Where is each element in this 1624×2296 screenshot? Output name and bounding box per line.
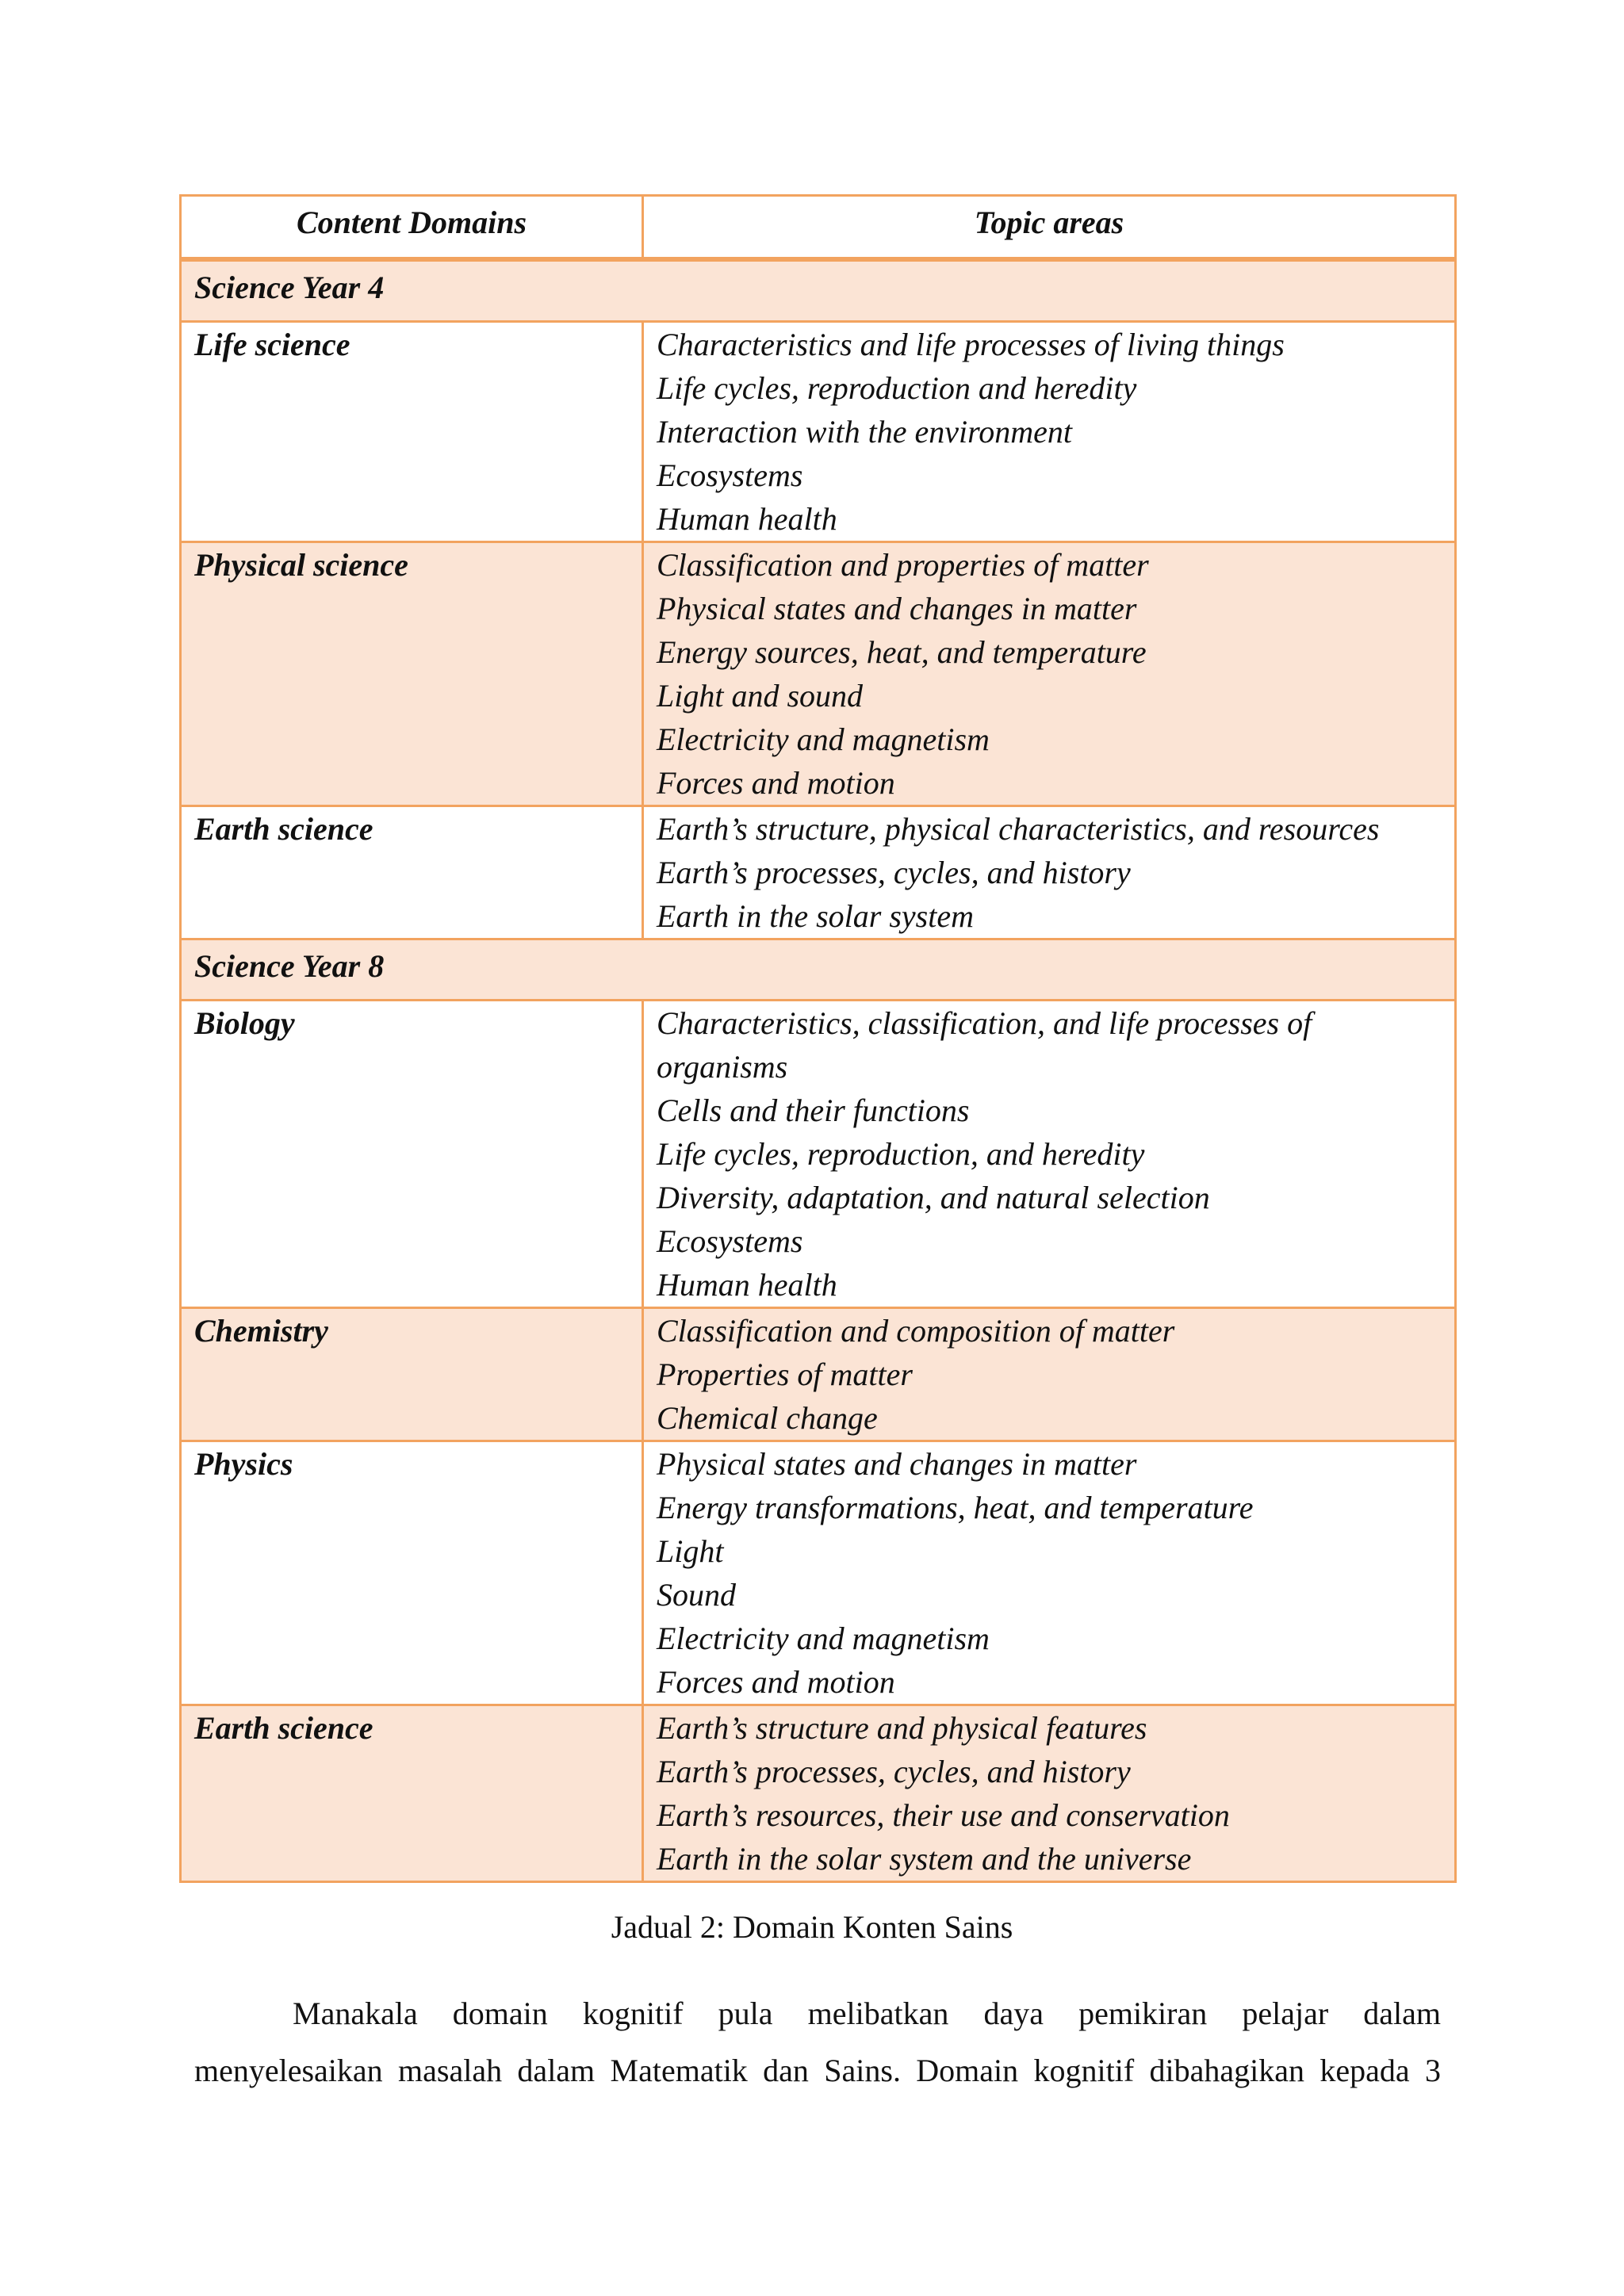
topic-item: Characteristics, classification, and life processes of organisms xyxy=(657,1005,1312,1085)
topic-item: Electricity and magnetism xyxy=(657,721,990,757)
topic-item: Light and sound xyxy=(657,678,864,714)
topic-item: Interaction with the environment xyxy=(657,414,1072,450)
paragraph-line: menyelesaikan masalah dalam Matematik dan Sains. Domain kognitif dibahagikan kepada 3 xyxy=(194,2053,1441,2088)
topic-item: Ecosystems xyxy=(657,457,803,493)
domain-cell: Life science xyxy=(181,322,643,542)
section-title: Science Year 4 xyxy=(181,259,1456,322)
topic-item: Physical states and changes in matter xyxy=(657,591,1137,626)
topic-item: Forces and motion xyxy=(657,765,895,801)
topic-item: Human health xyxy=(657,501,837,537)
topic-item: Cells and their functions xyxy=(657,1093,970,1128)
content-domains-table xyxy=(179,194,1457,1883)
body-paragraph xyxy=(194,1985,1441,2099)
table-row xyxy=(181,1705,1456,1882)
topic-item: Life cycles, reproduction, and heredity xyxy=(657,1136,1145,1172)
topic-item: Sound xyxy=(657,1577,736,1613)
topics-cell xyxy=(643,1441,1456,1705)
topic-item: Energy transformations, heat, and temperature xyxy=(657,1490,1254,1525)
topic-item: Human health xyxy=(657,1267,837,1303)
topics-cell xyxy=(643,542,1456,806)
table-row xyxy=(181,542,1456,806)
topic-item: Electricity and magnetism xyxy=(657,1621,990,1656)
topic-item: Properties of matter xyxy=(657,1357,913,1392)
domain-cell: Chemistry xyxy=(181,1308,643,1441)
topic-item: Classification and composition of matter xyxy=(657,1313,1175,1349)
table-row xyxy=(181,806,1456,939)
header-topic-areas: Topic areas xyxy=(643,196,1456,260)
domain-cell: Physical science xyxy=(181,542,643,806)
topic-item: Earth’s resources, their use and conservation xyxy=(657,1797,1230,1833)
domain-cell: Biology xyxy=(181,1001,643,1308)
topic-item: Ecosystems xyxy=(657,1223,803,1259)
topic-item: Physical states and changes in matter xyxy=(657,1446,1137,1482)
table-row xyxy=(181,1001,1456,1308)
topic-item: Earth in the solar system and the universe xyxy=(657,1841,1192,1877)
topic-item: Classification and properties of matter xyxy=(657,547,1149,583)
section-row xyxy=(181,939,1456,1001)
topic-item: Earth’s structure and physical features xyxy=(657,1710,1147,1746)
topic-item: Earth in the solar system xyxy=(657,898,974,934)
topics-cell xyxy=(643,322,1456,542)
topics-cell xyxy=(643,1001,1456,1308)
topic-item: Earth’s processes, cycles, and history xyxy=(657,1754,1131,1789)
topic-item: Earth’s structure, physical characteristics, and resources xyxy=(657,811,1380,847)
domain-cell: Earth science xyxy=(181,1705,643,1882)
header-content-domains: Content Domains xyxy=(181,196,643,260)
table-caption: Jadual 2: Domain Konten Sains xyxy=(611,1909,1013,1945)
table-header-row xyxy=(181,196,1456,260)
topic-item: Life cycles, reproduction and heredity xyxy=(657,370,1137,406)
domain-cell: Physics xyxy=(181,1441,643,1705)
topic-item: Energy sources, heat, and temperature xyxy=(657,634,1147,670)
topic-item: Light xyxy=(657,1533,724,1569)
topic-item: Forces and motion xyxy=(657,1664,895,1700)
table-row xyxy=(181,1441,1456,1705)
section-title: Science Year 8 xyxy=(181,939,1456,1001)
topic-item: Chemical change xyxy=(657,1400,878,1436)
topics-cell xyxy=(643,1705,1456,1882)
paragraph-line: Manakala domain kognitif pula melibatkan daya pemikiran pelajar dalam xyxy=(293,1996,1441,2031)
topic-item: Earth’s processes, cycles, and history xyxy=(657,855,1131,890)
topics-cell xyxy=(643,1308,1456,1441)
topic-item: Characteristics and life processes of living things xyxy=(657,327,1285,362)
topic-item: Diversity, adaptation, and natural selection xyxy=(657,1180,1210,1215)
domain-cell: Earth science xyxy=(181,806,643,939)
table-row xyxy=(181,1308,1456,1441)
content-domains-table-container xyxy=(179,194,1454,1883)
table-row xyxy=(181,322,1456,542)
topics-cell xyxy=(643,806,1456,939)
section-row xyxy=(181,259,1456,322)
